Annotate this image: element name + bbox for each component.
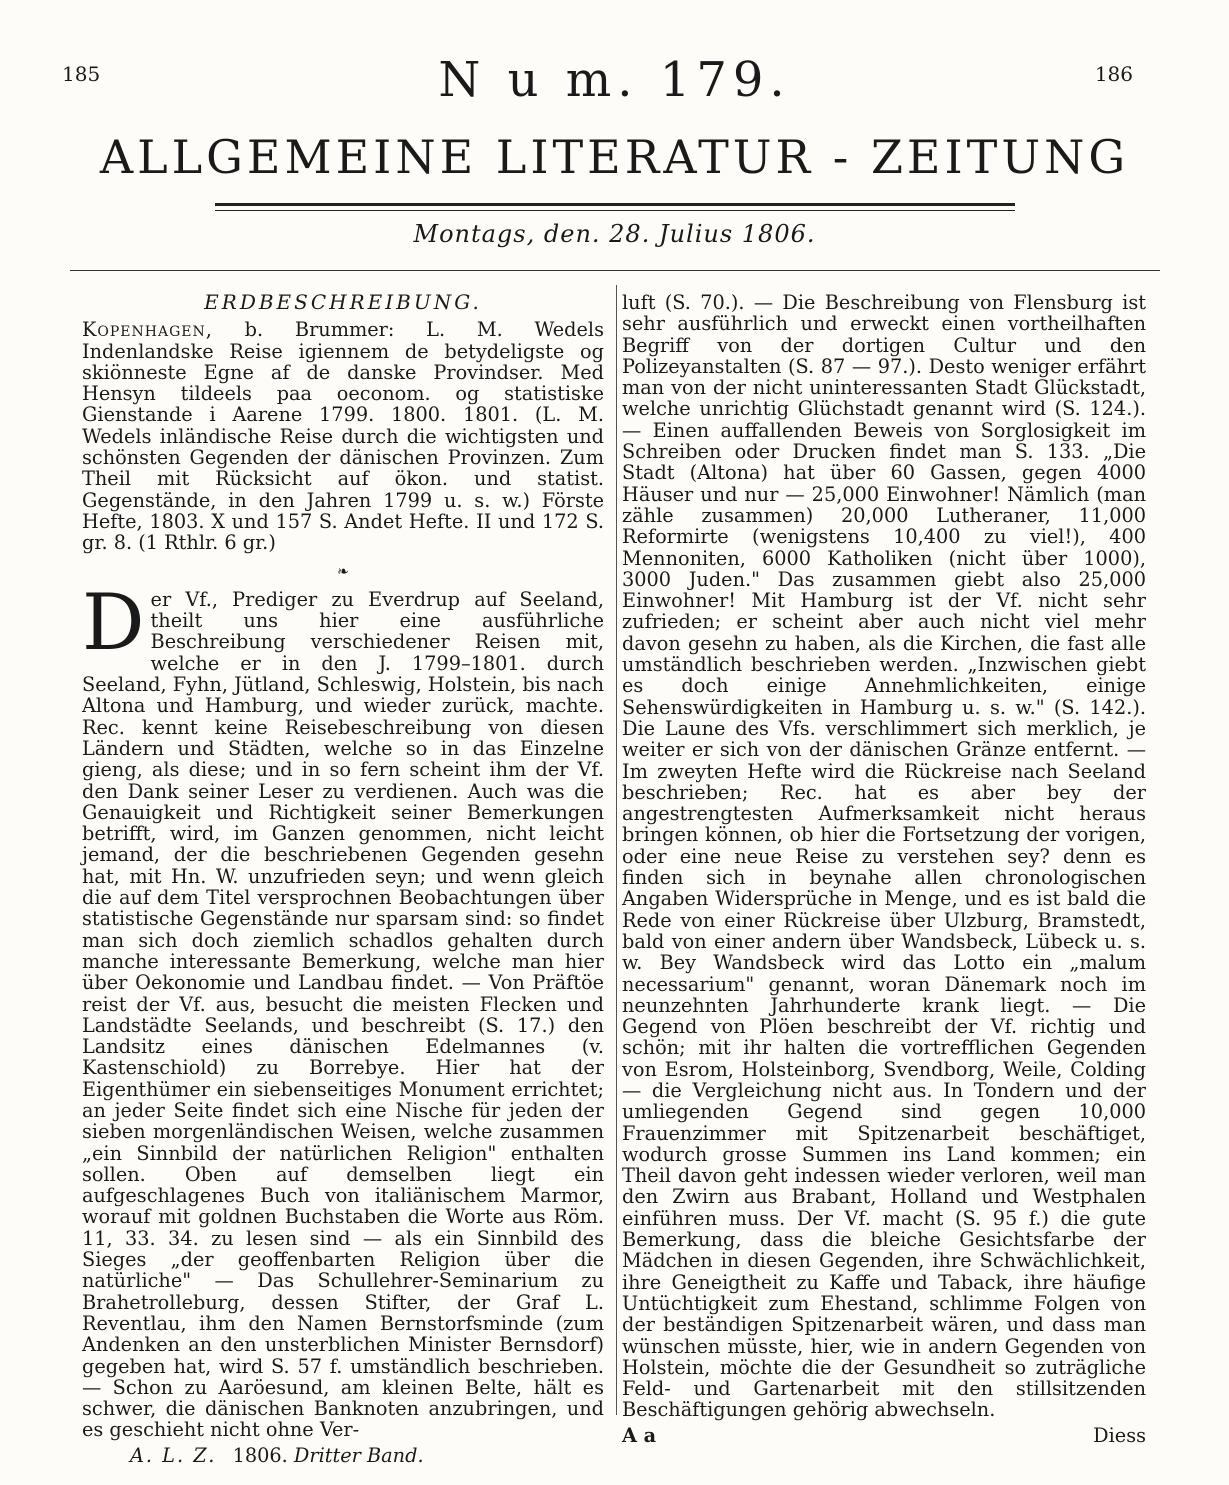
page-foot [622,1425,1146,1449]
page-number-left: 185 [62,62,101,86]
signature-volume: Dritter Band. [293,1443,424,1467]
dateline: Montags, den. 28. Julius 1806. [413,220,816,248]
issue-number: N u m. 179. [438,52,791,108]
review-text-right: luft (S. 70.). — Die Beschreibung von Flensburg ist sehr ausführlich und erweckt einen vortheilhaften Begriff von der dortigen Cultur und den Polizeyanstalten (S. 87 — 97.). Desto weniger erfährt man von der nicht uninteressanten Stadt Glückstadt, welche unrichtig Glüchstadt genannt wird (S. 124.). — Einen auffallenden Beweis von Sorglosigkeit im Schreiben oder Drucken findet man S. 133. „Die Stadt (Altona) hat über 60 Gassen, gegen 4000 Häuser und nur — 25,000 Einwohner! Nämlich (man zähle zusammen) 20,000 Lutheraner, 11,000 Reformirte (wenigstens 10,400 zu viel!), 400 Mennoniten, 6000 Katholiken (nicht über 1000), 3000 Juden." Das zusammen giebt also 25,000 Einwohner! Mit Hamburg ist der Vf. nicht sehr zufrieden; er scheint aber auch nicht viel mehr davon gesehn zu haben, als die Kirchen, die fast alle umständlich beschrieben werden. „Inzwischen giebt es doch einige Annehmlichkeiten, einige Sehenswürdigkeiten in Hamburg u. s. w." (S. 142.). Die Laune des Vfs. verschlimmert sich merklich, je weiter er sich von der dänischen Gränze entfernt. — Im zweyten Hefte wird die Rückreise nach Seeland beschrieben; Rec. hat es aber bey der angestrengtesten Aufmerksamkeit nicht heraus bringen können, ob hier die Fortsetzung der vorigen, oder eine neue Reise zu verstehen sey? denn es finden sich in beynahe allen chronologischen Angaben Widersprüche in Menge, und es ist bald die Rede von einer Rückreise über Ulzburg, Bramstedt, bald von einer andern über Wandsbeck, Lübeck u. s. w. Bey Wandsbeck wird das Lotto ein „malum necessarium" genannt, woran Dänemark noch im neunzehnten Jahrhunderte krank liegt. — Die Gegend von Plöen beschreibt der Vf. richtig und schön; mit ihr halten die vortrefflichen Gegenden von Esrom, Holsteinborg, Svendborg, Weile, Colding — die Vergleichung nicht aus. In Tondern und der umliegenden Gegend sind gegen 10,000 Frauenzimmer mit Spitzenarbeit beschäftiget, wodurch grosse Summen ins Land kommen; ein Theil davon geht indessen wieder verloren, weil man den Zwirn aus Brabant, Holland und Westphalen einführen muss. Der Vf. macht (S. 95 f.) die gute Bemerkung, dass die bleiche Gesichtsfarbe der Mädchen in diesen Gegenden, ihre Schwächlichkeit, ihre Geneigtheit zu Kaffe und Taback, ihre häufige Untüchtigkeit zum Ehestand, schlimme Folgen von der beständigen Spitzenarbeit wären, und dass man wünschen müsste, hier, wie in andern Gegenden von Holstein, möchte die der Gesundheit so zuträgliche Feld- und Gartenarbeit mit den stillsitzenden Beschäftigungen gehörig abwechseln. [622,291,1146,1422]
left-column [82,292,604,1466]
catchword: Diess [1093,1423,1146,1447]
right-column [622,292,1146,1449]
masthead-rule-thin [215,210,1015,211]
masthead-rule-thick [215,203,1015,206]
column-divider [616,285,617,1415]
drop-cap: D [82,577,145,668]
book-place: Kopenhagen, [82,318,213,342]
book-text: b. Brummer: L. M. Wedels Indenlandske Reise igiennem de betydeligste og skiönneste Egne af de danske Provindser. Med Hensyn tildeels paa oeconom. og statistiske Gienstande i Aarene 1799. 1800. 1801. (L. M. Wedels inländische Reise durch die wichtigsten und schönsten Gegenden der dänischen Provinzen. Zum Theil mit Rücksicht auf ökon. und statist. Gegenstände, in den Jahren 1799 u. s. w.) Förste Hefte, 1803. X und 157 S. Andet Hefte. II und 172 S. gr. 8. (1 Rthlr. 6 gr.) [82,318,604,555]
review-text-left: er Vf., Prediger zu Everdrup auf Seeland, theilt uns hier eine ausführliche Beschreibung verschiedener Reisen mit, welche er in den J. 1799–1801. durch Seeland, Fyhn, Jütland, Schleswig, Holstein, bis nach Altona und Hamburg, und wieder zurück, machte. Rec. kennt keine Reisebeschreibung von diesen Ländern und Städten, welche so in das Einzelne gieng, als diese; und in so fern scheint ihm der Vf. den Dank seiner Leser zu verdienen. Auch was die Genauigkeit und Richtigkeit seiner Bemerkungen betrifft, wird, im Ganzen genommen, nicht leicht jemand, der die beschriebenen Gegenden gesehn hat, mit Hn. W. unzufrieden seyn; und wenn gleich die auf dem Titel versprochnen Beobachtungen über statistische Gegenstände nur sparsam sind: so findet man sich doch ziemlich schadlos gehalten durch manche interessante Bemerkung, welche man hier über Oekonomie und Landbau findet. — Von Präftöe reist der Vf. aus, besucht die meisten Flecken und Landstädte Seelands, und beschreibt (S. 17.) den Landsitz eines dänischen Edelmannes (v. Kastenschiold) zu Borrebye. Hier hat der Eigenthümer ein siebenseitiges Monument errichtet; an jeder Seite findet sich eine Nische für jeden der sieben morgenländischen Weisen, welche zusammen „ein Sinnbild der natürlichen Religion" enthalten sollen. Oben auf demselben liegt ein aufgeschlagenes Buch von italiänischem Marmor, worauf mit goldnen Buchstaben die Worte aus Röm. 11, 33. 34. zu lesen sind — als ein Sinnbild des Sieges „der geoffenbarten Religion über die natürliche" — Das Schullehrer-Seminarium zu Brahetrolleburg, dessen Stifter, der Graf L. Reventlau, ihm den Namen Bernstorfsminde (zum Andenken an den unsterblichen Minister Bernsdorf) gegeben hat, wird S. 57 f. umständlich beschrieben. — Schon zu Aaröesund, am kleinen Belte, hält es schwer, die dänischen Banknoten anzubringen, und es geschieht nicht ohne Ver- [82,587,604,1442]
review-body-left [82,577,604,1442]
section-separator: ❧ [337,563,349,580]
section-title: ERDBESCHREIBUNG. [204,290,482,314]
book-citation [82,319,604,553]
signature-line [82,1445,604,1466]
signature-year: 1806. [232,1443,288,1467]
masthead-title: ALLGEMEINE LITERATUR - ZEITUNG [99,130,1130,184]
header-divider [70,270,1160,271]
sheet-mark: A a [622,1423,657,1447]
signature-journal: A. L. Z. [130,1443,217,1467]
page-number-right: 186 [1094,62,1133,86]
